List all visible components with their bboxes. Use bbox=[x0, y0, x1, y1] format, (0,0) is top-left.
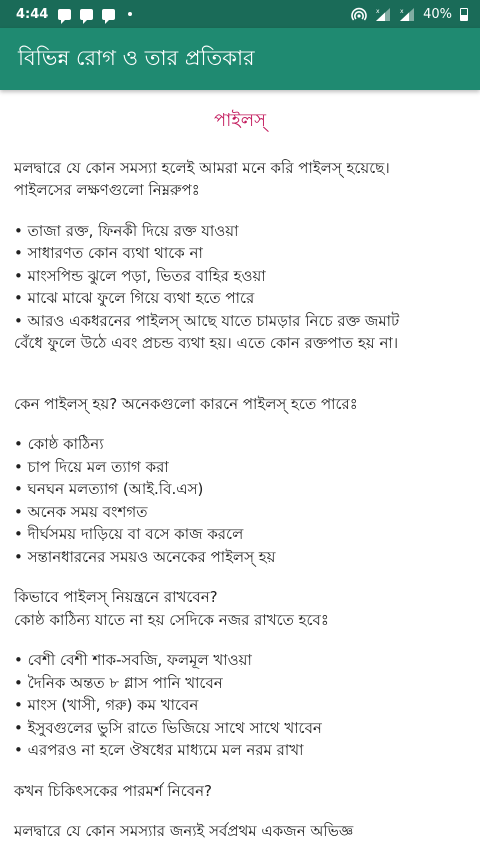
svg-text:x: x bbox=[376, 8, 380, 15]
battery-icon bbox=[460, 8, 468, 21]
article-heading: পাইলস্ bbox=[213, 110, 267, 131]
list-item: • দৈনিক অন্তত ৮ গ্লাস পানি খাবেন bbox=[14, 672, 466, 695]
dot-icon bbox=[128, 12, 132, 16]
message-icon bbox=[58, 9, 71, 20]
list-item: • আরও একধরনের পাইলস্ আছে যাতে চামড়ার নিচে রক্ত জমাট bbox=[14, 310, 466, 333]
symptom-continuation: বেঁধে ফুলে উঠে এবং প্রচন্ড ব্যথা হয়। এতে কোন রক্তপাত হয় না। bbox=[14, 334, 399, 352]
list-item: • ইসুবগুলের ভুসি রাতে ভিজিয়ে সাথে সাথে খাবেন bbox=[14, 717, 466, 740]
causes-heading: কেন পাইলস্ হয়? অনেকগুলো কারনে পাইলস্ হতে পারেঃ bbox=[14, 394, 358, 413]
battery-percent: 40% bbox=[423, 6, 452, 22]
list-item: • এরপরও না হলে ঔষধের মাধ্যমে মল নরম রাখা bbox=[14, 739, 466, 762]
list-item: • কোষ্ঠ কাঠিন্য bbox=[14, 433, 466, 456]
article-content[interactable] bbox=[0, 90, 480, 843]
list-item: • মাংস (খাসী, গরু) কম খাবেন bbox=[14, 694, 466, 717]
message-icon bbox=[80, 9, 93, 20]
control-heading: কিভাবে পাইলস্ নিয়ন্ত্রনে রাখবেন? bbox=[14, 588, 218, 606]
app-bar bbox=[0, 28, 480, 90]
list-item: • সাধারণত কোন ব্যথা থাকে না bbox=[14, 242, 466, 265]
list-item: • মাংসপিন্ড ঝুলে পড়া, ভিতর বাহির হওয়া bbox=[14, 265, 466, 288]
message-icon bbox=[102, 9, 115, 20]
intro-line: পাইলসের লক্ষণগুলো নিম্নরুপঃ bbox=[14, 181, 200, 199]
list-item: • চাপ দিয়ে মল ত্যাগ করা bbox=[14, 456, 466, 479]
list-item: • সন্তানধারনের সময়ও অনেকের পাইলস্ হয় bbox=[14, 546, 466, 569]
consult-text: মলদ্বারে যে কোন সমস্যার জন্যই সর্বপ্রথম একজন অভিজ্ঞ bbox=[14, 822, 354, 840]
notification-icons bbox=[58, 9, 132, 20]
list-item: • মাঝে মাঝে ফুলে গিয়ে ব্যথা হতে পারে bbox=[14, 287, 466, 310]
signal-icon bbox=[399, 7, 415, 21]
causes-list bbox=[14, 433, 466, 568]
list-item: • ঘনঘন মলত্যাগ (আই.বি.এস) bbox=[14, 478, 466, 501]
list-item: • তাজা রক্ত, ফিনকী দিয়ে রক্ত যাওয়া bbox=[14, 220, 466, 243]
status-time: 4:44 bbox=[16, 6, 49, 22]
list-item: • অনেক সময় বংশগত bbox=[14, 501, 466, 524]
signal-icon bbox=[375, 7, 391, 21]
status-bar bbox=[0, 0, 480, 28]
list-item: • বেশী বেশী শাক-সবজি, ফলমূল খাওয়া bbox=[14, 649, 466, 672]
hotspot-icon bbox=[351, 7, 367, 21]
control-subheading: কোষ্ঠ কাঠিন্য যাতে না হয় সেদিকে নজর রাখতে হবেঃ bbox=[14, 610, 329, 629]
list-item: • দীর্ঘসময় দাড়িয়ে বা বসে কাজ করলে bbox=[14, 523, 466, 546]
symptom-list bbox=[14, 220, 466, 333]
consult-heading: কখন চিকিৎসকের পারমর্শ নিবেন? bbox=[14, 781, 212, 800]
status-right bbox=[351, 7, 468, 22]
control-tips-list bbox=[14, 649, 466, 762]
svg-text:x: x bbox=[400, 8, 404, 15]
intro-line: মলদ্বারে যে কোন সমস্যা হলেই আমরা মনে করি পাইলস্ হয়েছে। bbox=[14, 158, 390, 177]
app-title: বিভিন্ন রোগ ও তার প্রতিকার bbox=[18, 45, 255, 70]
